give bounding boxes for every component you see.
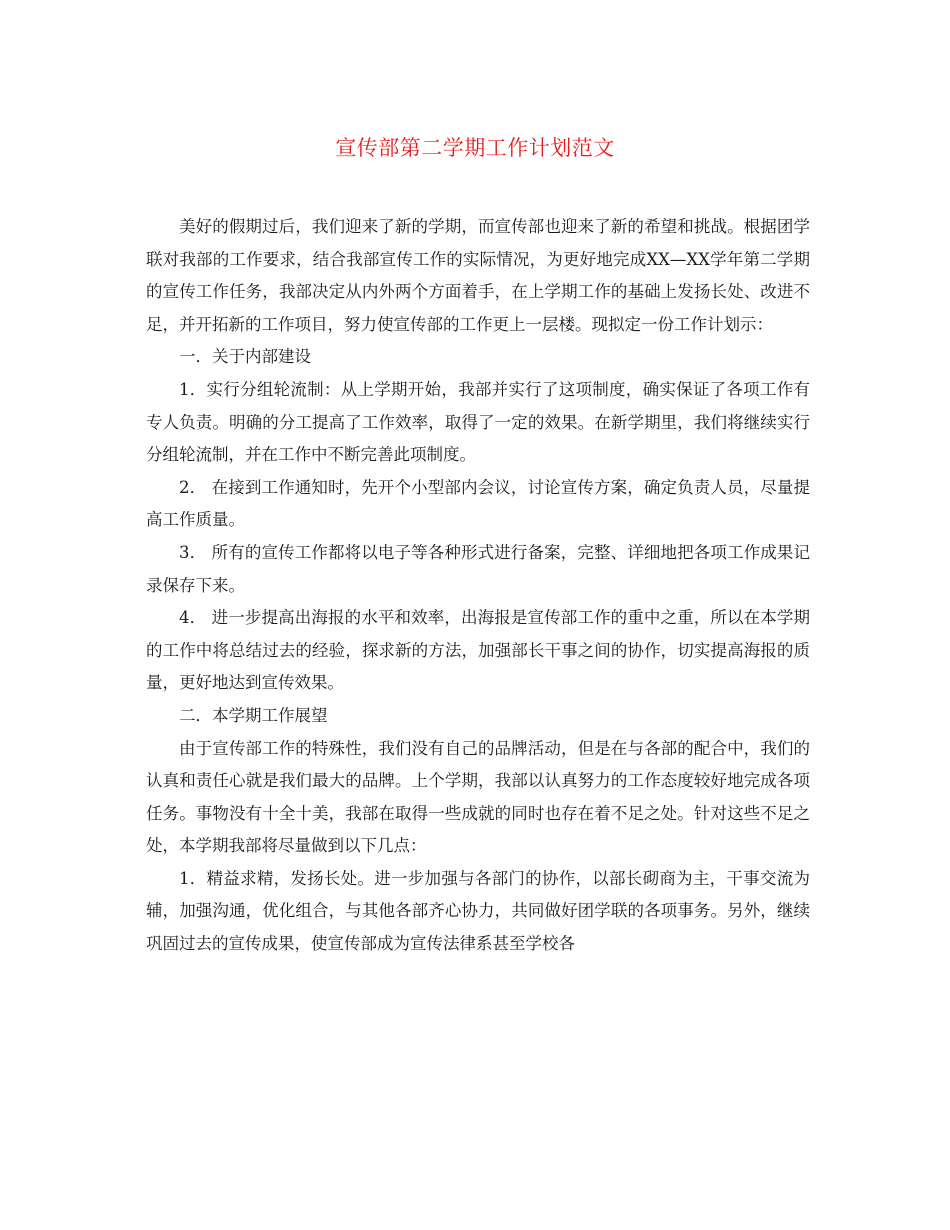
paragraph-item-1: 1．实行分组轮流制：从上学期开始，我部并实行了这项制度，确实保证了各项工作有专人负责。明确的分工提高了工作效率，取得了一定的效果。在新学期里，我们将继续实行分组轮流制，并在工作中不断完善此项制度。 xyxy=(146,379,810,465)
paragraph-outlook: 由于宣传部工作的特殊性，我们没有自己的品牌活动，但是在与各部的配合中，我们的认真和责任心就是我们最大的品牌。上个学期，我部以认真努力的工作态度较好地完成各项任务。事物没有十全十美，我部在取得一些成就的同时也存在着不足之处。针对这些不足之处，本学期我部将尽量做到以下几点： xyxy=(146,738,810,856)
document-title: 宣传部第二学期工作计划范文 xyxy=(335,136,615,160)
section-heading-outlook: 二．本学期工作展望 xyxy=(179,705,328,725)
section-heading-internal: 一．关于内部建设 xyxy=(179,347,311,367)
paragraph-outlook-item-1: 1．精益求精，发扬长处。进一步加强与各部门的协作，以部长砌商为主，干事交流为辅，加强沟通，优化组合，与其他各部齐心协力，共同做好团学联的各项事务。另外，继续巩固过去的宣传成果，使宣传部成为宣传法律系甚至学校各 xyxy=(146,868,810,954)
paragraph-item-4: 4． 进一步提高出海报的水平和效率，出海报是宣传部工作的重中之重，所以在本学期的工作中将总结过去的经验，探求新的方法，加强部长干事之间的协作，切实提高海报的质量，更好地达到宣传效果。 xyxy=(146,608,810,693)
paragraph-item-2: 2． 在接到工作通知时，先开个小型部内会议，讨论宣传方案，确定负责人员，尽量提高工作质量。 xyxy=(146,477,810,530)
document-body xyxy=(146,211,810,961)
paragraph-item-3: 3． 所有的宣传工作都将以电子等各种形式进行备案，完整、详细地把各项工作成果记录保存下来。 xyxy=(146,542,810,595)
paragraph-intro: 美好的假期过后，我们迎来了新的学期，而宣传部也迎来了新的希望和挑战。根据团学联对我部的工作要求，结合我部宣传工作的实际情况，为更好地完成XX—XX学年第二学期的宣传工作任务，我部决定从内外两个方面着手，在上学期工作的基础上发扬长处、改进不足，并开拓新的工作项目，努力使宣传部的工作更上一层楼。现拟定一份工作计划示： xyxy=(146,217,810,334)
